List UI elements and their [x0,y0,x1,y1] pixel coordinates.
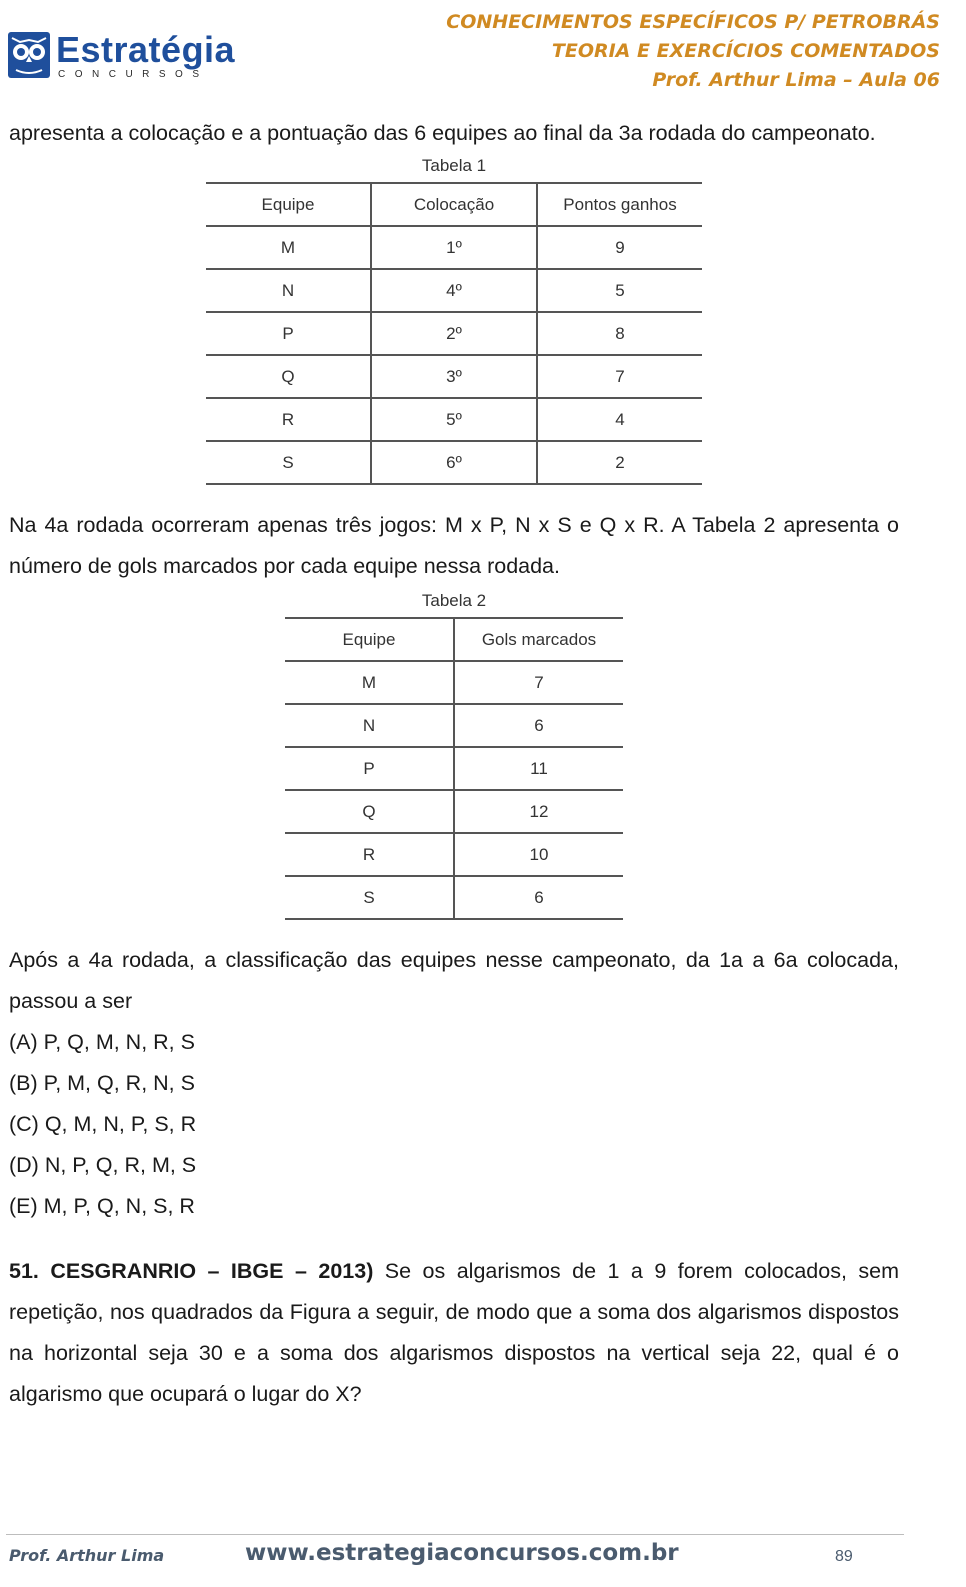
table-cell: 12 [454,790,623,833]
table-row [206,355,702,398]
table-row [206,312,702,355]
question-51-text: Se os algarismos de 1 a 9 forem colocados, sem repetição, nos quadrados da Figura a seguir, de modo que a soma dos algarismos dispostos na horizontal seja 30 e a soma dos algarismos dispostos na vertical seja 22, qual é o algarismo que ocupará o lugar do X? [9,1259,899,1406]
table-1-header: Colocação [371,183,537,226]
table-cell: 5º [371,398,537,441]
footer-author: Prof. Arthur Lima [9,1546,165,1565]
question-51 [9,1251,899,1415]
table-row [206,398,702,441]
header-line-3: Prof. Arthur Lima – Aula 06 [652,69,940,91]
header-line-2: TEORIA E EXERCÍCIOS COMENTADOS [551,40,940,62]
table-row [285,833,623,876]
table-cell: S [285,876,454,919]
paragraph-question: Após a 4a rodada, a classificação das equipes nesse campeonato, da 1a a 6a colocada, passou a ser [9,948,899,1013]
table-row [285,747,623,790]
logo-name: Estratégia [56,29,236,70]
table-cell: Q [285,790,454,833]
table-cell: 4 [537,398,702,441]
option-e: (E) M, P, Q, N, S, R [9,1194,195,1218]
page-footer [0,1532,966,1587]
question-51-source: 51. CESGRANRIO – IBGE – 2013) [9,1259,374,1283]
table-2-header: Equipe [285,618,454,661]
table-row [285,876,623,919]
table-1-header-row [206,183,702,226]
table-1-caption: Tabela 1 [421,156,487,175]
estrategia-logo [8,29,236,82]
logo-subtitle: CONCURSOS [58,69,209,80]
table-cell: 7 [537,355,702,398]
option-a: (A) P, Q, M, N, R, S [9,1030,195,1054]
table-row [206,226,702,269]
table-cell: 5 [537,269,702,312]
table-cell: P [206,312,371,355]
page-header [0,0,966,110]
table-cell: 4º [371,269,537,312]
table-cell: S [206,441,371,484]
table-row [206,441,702,484]
table-1-block [9,154,899,485]
table-1-header: Pontos ganhos [537,183,702,226]
table-row [285,790,623,833]
table-cell: 2 [537,441,702,484]
page-number: 89 [835,1548,853,1565]
table-cell: N [285,704,454,747]
table-cell: 6º [371,441,537,484]
table-row [206,269,702,312]
paragraph-round-4: Na 4a rodada ocorreram apenas três jogos: M x P, N x S e Q x R. A Tabela 2 apresenta o número de gols marcados por cada equipe nessa rodada. [9,513,899,578]
table-cell: 1º [371,226,537,269]
table-cell: Q [206,355,371,398]
option-b: (B) P, M, Q, R, N, S [9,1071,195,1095]
footer-divider [6,1534,904,1535]
table-2-header-row [285,618,623,661]
table-2 [285,617,623,920]
table-cell: R [206,398,371,441]
table-cell: 11 [454,747,623,790]
table-cell: M [206,226,371,269]
table-cell: 8 [537,312,702,355]
table-cell: 3º [371,355,537,398]
option-c: (C) Q, M, N, P, S, R [9,1112,197,1136]
table-2-block [9,589,899,920]
table-cell: 6 [454,876,623,919]
option-d: (D) N, P, Q, R, M, S [9,1153,197,1177]
table-2-caption: Tabela 2 [421,591,487,610]
table-cell: 2º [371,312,537,355]
page-content [9,113,899,1415]
table-cell: P [285,747,454,790]
table-cell: 9 [537,226,702,269]
paragraph-intro: apresenta a colocação e a pontuação das 6 equipes ao final da 3a rodada do campeonato. [9,121,876,145]
table-cell: N [206,269,371,312]
header-line-1: CONHECIMENTOS ESPECÍFICOS P/ PETROBRÁS [446,11,940,33]
owl-logo-icon [8,32,50,78]
table-1 [206,182,702,485]
table-2-header: Gols marcados [454,618,623,661]
table-cell: 10 [454,833,623,876]
table-row [285,661,623,704]
table-cell: 7 [454,661,623,704]
header-course-info [446,8,940,95]
footer-url-link[interactable]: www.estrategiaconcursos.com.br [245,1540,679,1566]
table-row [285,704,623,747]
table-cell: 6 [454,704,623,747]
table-cell: M [285,661,454,704]
table-cell: R [285,833,454,876]
table-1-header: Equipe [206,183,371,226]
